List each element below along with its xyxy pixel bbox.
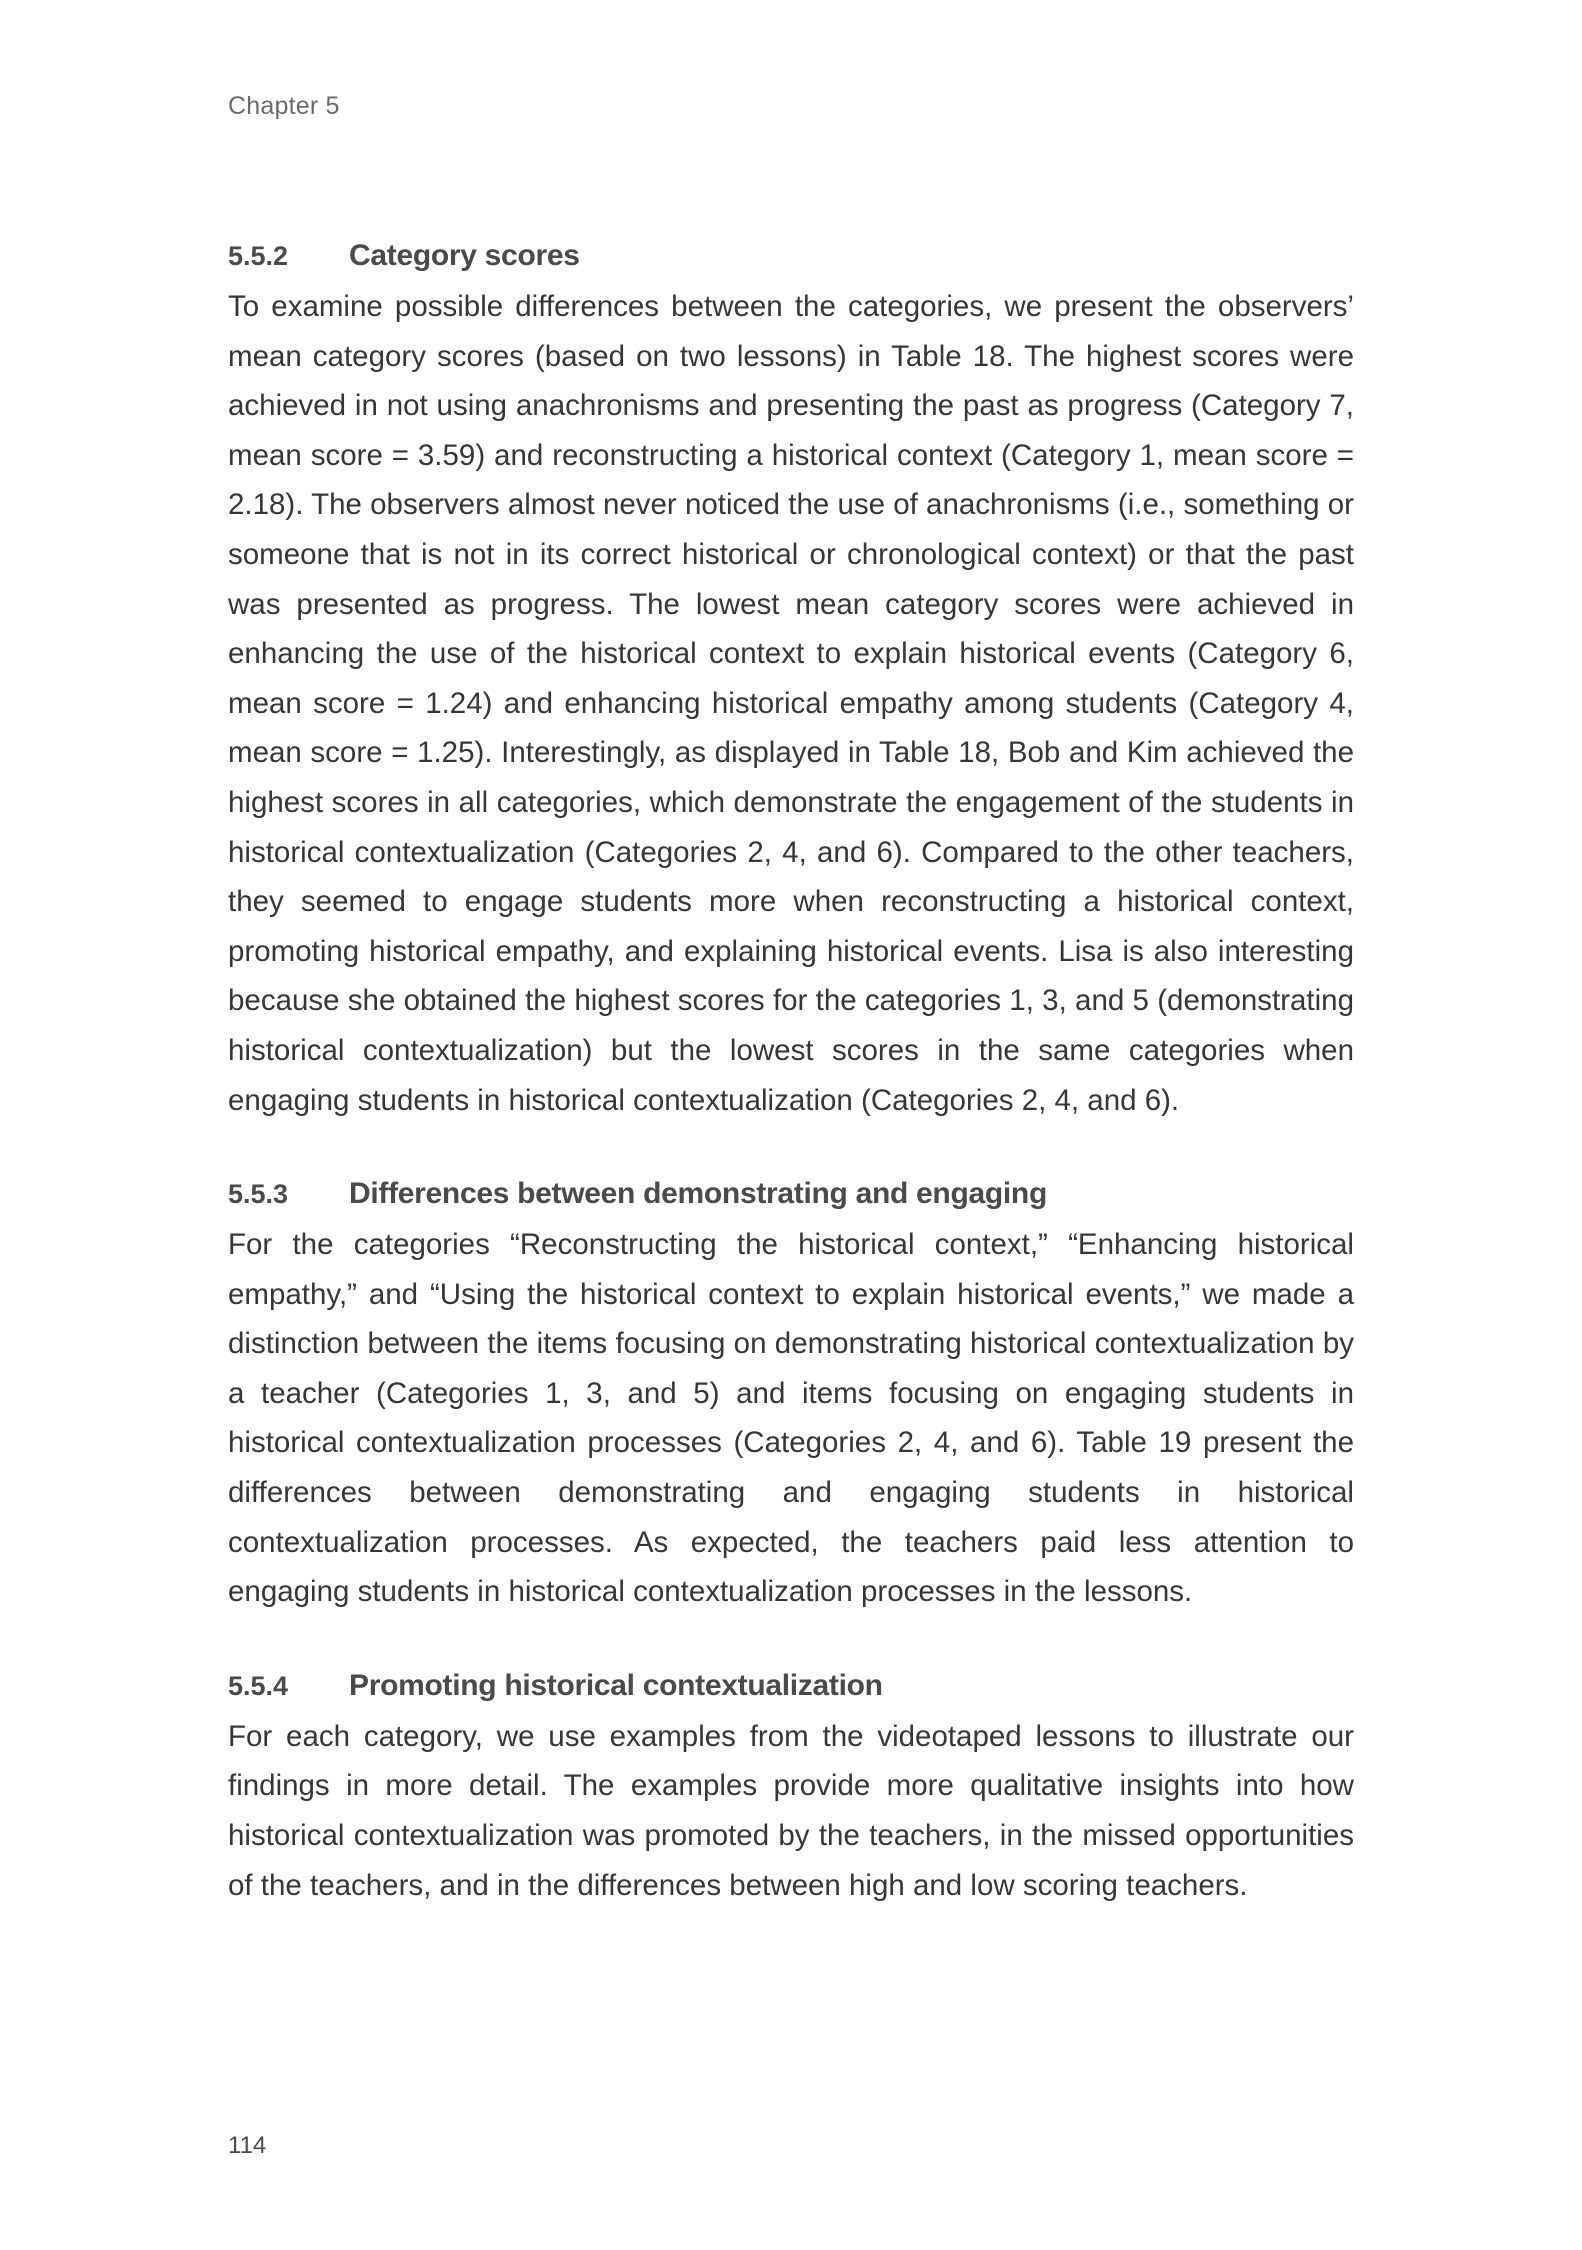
section-title: Category scores bbox=[349, 239, 580, 272]
section-title: Differences between demonstrating and engaging bbox=[349, 1177, 1047, 1211]
section-promoting-contextualization bbox=[228, 1666, 1354, 1910]
section-differences-demonstrating-engaging bbox=[228, 1174, 1354, 1617]
section-title: Promoting historical contextualization bbox=[349, 1668, 883, 1702]
section-heading bbox=[228, 1174, 1354, 1214]
page-body bbox=[228, 236, 1354, 1910]
page-number: 114 bbox=[228, 2132, 267, 2159]
section-paragraph: To examine possible differences between the categories, we present the observers’ mean category scores (based on two lessons) in Table 18. The highest scores were achieved in not using anachronisms and presenting the past as progress (Category 7, mean score = 3.59) and reconstructing a historical context (Category 1, mean score = 2.18). The observers almost never noticed the use of anachronisms (i.e., something or someone that is not in its correct historical or chronological context) or that the past was presented as progress. The lowest mean category scores were achieved in enhancing the use of the historical context to explain historical events (Category 6, mean score = 1.24) and enhancing historical empathy among students (Category 4, mean score = 1.25). Interestingly, as displayed in Table 18, Bob and Kim achieved the highest scores in all categories, which demonstrate the engagement of the students in historical contextualization (Categories 2, 4, and 6). Compared to the other teachers, they seemed to engage students more when reconstructing a historical context, promoting historical empathy, and explaining historical events. Lisa is also interesting because she obtained the highest scores for the categories 1, 3, and 5 (demonstrating historical contextualization) but the lowest scores in the same categories when engaging students in historical contextualization (Categories 2, 4, and 6). bbox=[228, 290, 1354, 1117]
section-heading bbox=[228, 1666, 1354, 1706]
section-category-scores bbox=[228, 236, 1354, 1125]
section-number: 5.5.3 bbox=[228, 1179, 289, 1210]
section-paragraph: For each category, we use examples from the videotaped lessons to illustrate our findings in more detail. The examples provide more qualitative insights into how historical contextualization was promoted by the teachers, in the missed opportunities of the teachers, and in the differences between high and low scoring teachers. bbox=[228, 1719, 1354, 1902]
section-heading bbox=[228, 236, 1354, 276]
running-head: Chapter 5 bbox=[228, 92, 340, 120]
section-number: 5.5.2 bbox=[228, 241, 289, 271]
section-paragraph: For the categories “Reconstructing the historical context,” “Enhancing historical empathy,” and “Using the historical context to explain historical events,” we made a distinction between the items focusing on demonstrating historical contextualization by a teacher (Categories 1, 3, and 5) and items focusing on engaging students in historical contextualization processes (Categories 2, 4, and 6). Table 19 present the differences between demonstrating and engaging students in historical contextualization processes. As expected, the teachers paid less attention to engaging students in historical contextualization processes in the lessons. bbox=[228, 1228, 1354, 1609]
section-number: 5.5.4 bbox=[228, 1670, 289, 1701]
